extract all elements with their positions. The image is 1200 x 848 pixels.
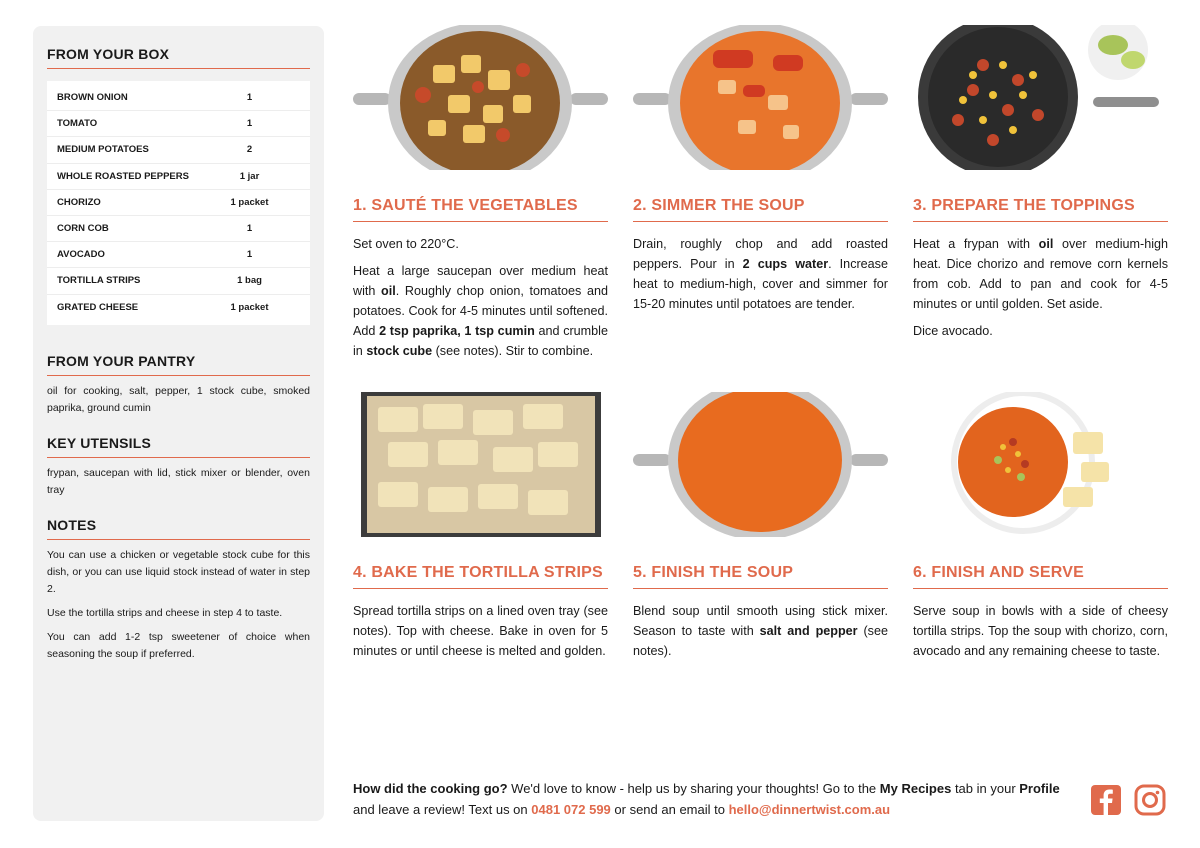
facebook-icon[interactable] bbox=[1090, 784, 1122, 816]
table-row bbox=[47, 190, 310, 216]
utensils-section bbox=[47, 435, 310, 499]
footer-question: How did the cooking go? bbox=[353, 781, 508, 796]
table-row bbox=[47, 85, 310, 111]
utensils-text: frypan, saucepan with lid, stick mixer or blender, oven tray bbox=[47, 466, 310, 496]
box-ingredients-table bbox=[47, 81, 310, 325]
soup-bowl-served-photo bbox=[913, 392, 1168, 537]
step-3 bbox=[913, 25, 1168, 348]
step-4-paragraph: Spread tortilla strips on a lined oven tray (see notes). Top with cheese. Bake in oven for 5 minutes or until cheese is melted and golden. bbox=[353, 604, 608, 658]
step-1-title: 1. SAUTÉ THE VEGETABLES bbox=[353, 197, 608, 222]
step-1 bbox=[353, 25, 608, 368]
ingredient-qty: 1 packet bbox=[230, 302, 269, 314]
step-1-paragraph: Set oven to 220°C. bbox=[353, 237, 459, 251]
ingredient-qty: 1 jar bbox=[239, 170, 260, 182]
step-6 bbox=[913, 392, 1168, 668]
step-4 bbox=[353, 392, 608, 668]
step-3-title: 3. PREPARE THE TOPPINGS bbox=[913, 197, 1168, 222]
instagram-icon[interactable] bbox=[1134, 784, 1166, 816]
step-4-title: 4. BAKE THE TORTILLA STRIPS bbox=[353, 564, 608, 589]
table-row bbox=[47, 164, 310, 190]
step-1-paragraph: Heat a large saucepan over medium heat with oil. Roughly chop onion, tomatoes and potatoes. Cook for 4-5 minutes until softened. Add 2 tsp paprika, 1 tsp cumin and crumble in stock cube (see notes). Stir to combine. bbox=[353, 264, 608, 358]
profile-link: Profile bbox=[1019, 781, 1060, 796]
ingredient-name: GRATED CHEESE bbox=[57, 302, 139, 314]
step-6-title: 6. FINISH AND SERVE bbox=[913, 564, 1168, 589]
table-row bbox=[47, 216, 310, 242]
box-heading: FROM YOUR BOX bbox=[47, 46, 310, 69]
table-row bbox=[47, 137, 310, 163]
table-row bbox=[47, 111, 310, 137]
step-4-text bbox=[353, 601, 608, 661]
step-6-paragraph: Serve soup in bowls with a side of cheesy tortilla strips. Top the soup with chorizo, corn, avocado and any remaining cheese to taste. bbox=[913, 604, 1168, 658]
notes-text bbox=[47, 547, 310, 663]
ingredient-name: TOMATO bbox=[57, 118, 98, 130]
ingredient-qty: 1 bbox=[246, 92, 253, 104]
pantry-section bbox=[47, 353, 310, 417]
note-item: Use the tortilla strips and cheese in step 4 to taste. bbox=[47, 606, 283, 619]
notes-heading: NOTES bbox=[47, 517, 310, 540]
ingredient-qty: 1 bag bbox=[237, 275, 262, 287]
notes-section bbox=[47, 517, 310, 663]
step-2-text bbox=[633, 234, 888, 314]
pantry-heading: FROM YOUR PANTRY bbox=[47, 353, 310, 376]
table-row bbox=[47, 295, 310, 321]
step-2-paragraph: Drain, roughly chop and add roasted peppers. Pour in 2 cups water. Increase heat to medium-high, cover and simmer for 15-20 minutes until potatoes are tender. bbox=[633, 237, 888, 311]
ingredient-name: BROWN ONION bbox=[57, 92, 128, 104]
step-3-paragraph: Dice avocado. bbox=[913, 324, 993, 338]
step-1-text bbox=[353, 234, 608, 361]
pantry-text: oil for cooking, salt, pepper, 1 stock cube, smoked paprika, ground cumin bbox=[47, 384, 310, 414]
phone-number[interactable]: 0481 072 599 bbox=[531, 802, 611, 817]
step-3-text bbox=[913, 234, 1168, 341]
saucepan-blended-soup-photo bbox=[633, 392, 888, 537]
saucepan-simmer-photo bbox=[633, 25, 888, 170]
ingredient-qty: 1 bbox=[246, 249, 253, 261]
step-5-paragraph: Blend soup until smooth using stick mixer. Season to taste with salt and pepper (see notes). bbox=[633, 604, 888, 658]
frypan-toppings-photo bbox=[913, 25, 1168, 170]
ingredient-qty: 1 bbox=[246, 223, 253, 235]
step-2 bbox=[633, 25, 888, 321]
utensils-heading: KEY UTENSILS bbox=[47, 435, 310, 458]
step-6-text bbox=[913, 601, 1168, 661]
step-5 bbox=[633, 392, 888, 668]
email-link[interactable]: hello@dinnertwist.com.au bbox=[728, 802, 891, 817]
my-recipes-link: My Recipes bbox=[879, 781, 952, 796]
table-row bbox=[47, 268, 310, 294]
table-row bbox=[47, 242, 310, 268]
note-item: You can use a chicken or vegetable stock cube for this dish, or you can use liquid stock instead of water in step 2. bbox=[47, 548, 310, 595]
feedback-footer: How did the cooking go? We'd love to know - help us by sharing your thoughts! Go to the My Recipes tab in your Profile and leave a review! Text us on 0481 072 599 or send an email to hello@dinnertwist.com.au bbox=[353, 781, 1060, 817]
saucepan-vegetables-photo bbox=[353, 25, 608, 170]
ingredient-qty: 1 bbox=[246, 118, 253, 130]
step-2-title: 2. SIMMER THE SOUP bbox=[633, 197, 888, 222]
step-5-text bbox=[633, 601, 888, 661]
sidebar bbox=[33, 26, 324, 821]
ingredient-name: CHORIZO bbox=[57, 196, 101, 208]
note-item: You can add 1-2 tsp sweetener of choice when seasoning the soup if preferred. bbox=[47, 630, 310, 660]
ingredient-name: AVOCADO bbox=[57, 249, 105, 261]
ingredient-name: TORTILLA STRIPS bbox=[57, 275, 141, 287]
oven-tray-tortilla-photo bbox=[353, 392, 608, 537]
ingredient-name: MEDIUM POTATOES bbox=[57, 144, 149, 156]
ingredient-qty: 1 packet bbox=[230, 196, 269, 208]
ingredient-name: WHOLE ROASTED PEPPERS bbox=[57, 170, 189, 182]
ingredient-qty: 2 bbox=[246, 144, 253, 156]
ingredient-name: CORN COB bbox=[57, 223, 109, 235]
step-5-title: 5. FINISH THE SOUP bbox=[633, 564, 888, 589]
step-3-paragraph: Heat a frypan with oil over medium-high heat. Dice chorizo and remove corn kernels from cob. Add to pan and cook for 4-5 minutes or until golden. Set aside. bbox=[913, 237, 1169, 311]
